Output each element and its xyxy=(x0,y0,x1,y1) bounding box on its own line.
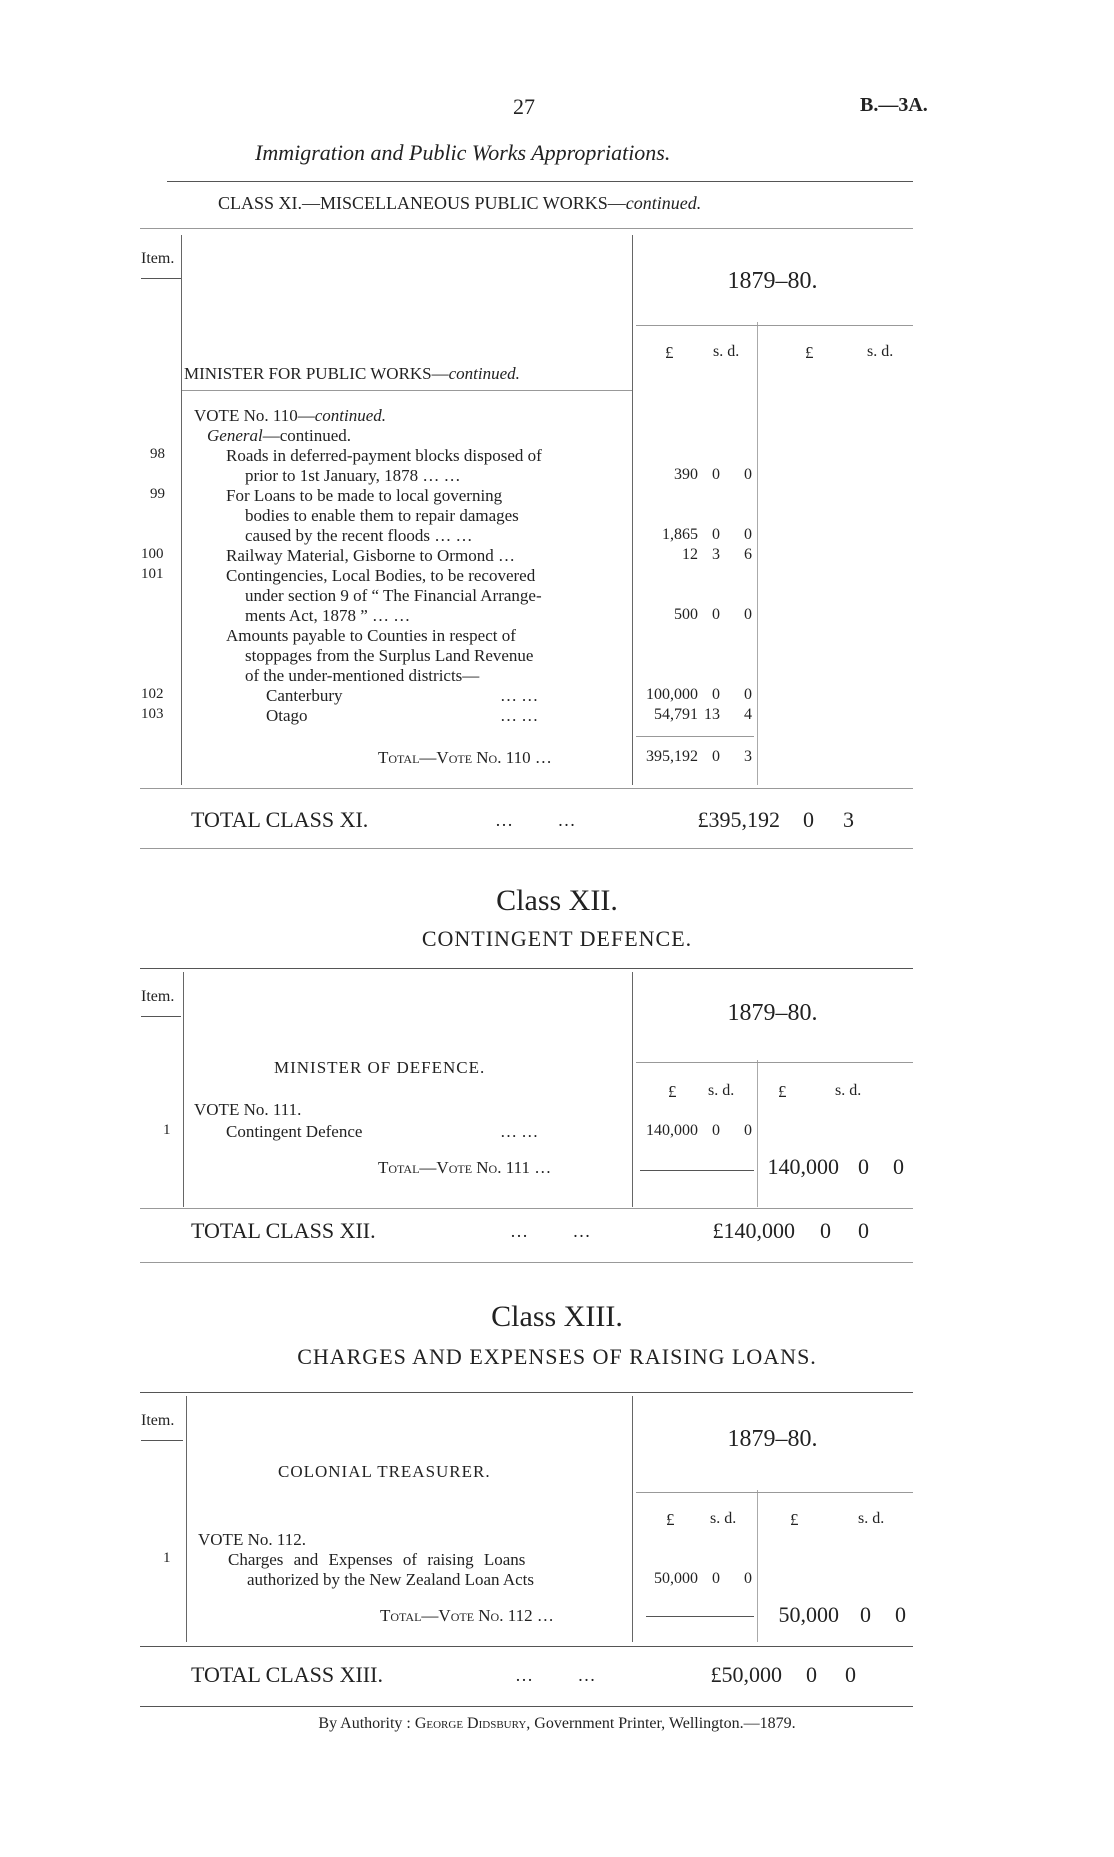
item-column-label: Item. xyxy=(141,1412,175,1429)
vote-total-label: Total—Vote No. 111 … xyxy=(378,1158,552,1177)
pounds-value: 100,000 xyxy=(646,686,698,703)
column-divider xyxy=(183,972,184,1207)
amounts-description: of the under-mentioned districts— xyxy=(245,666,480,685)
rule xyxy=(182,390,632,391)
class-total-shillings: 0 xyxy=(806,1662,817,1687)
line-description: Charges and Expenses of raising Loans xyxy=(228,1550,526,1569)
rule xyxy=(140,968,913,969)
line-description: caused by the recent floods … … xyxy=(245,526,473,545)
vote-total-label: Total—Vote No. 112 … xyxy=(380,1606,554,1625)
rule xyxy=(646,1616,754,1617)
shillings-value: 0 xyxy=(712,466,720,483)
district-name: Otago xyxy=(266,706,308,725)
sd-column-header: s. d. xyxy=(708,1082,735,1099)
vote-total-pence: 0 xyxy=(893,1154,904,1179)
item-number: 102 xyxy=(141,686,164,702)
line-description: under section 9 of “ The Financial Arrange- xyxy=(245,586,542,605)
pound-column-header: £ xyxy=(665,343,674,362)
leader-dots: … … xyxy=(510,1221,611,1241)
shillings-value: 0 xyxy=(712,686,720,703)
sd-column-header: s. d. xyxy=(835,1082,862,1099)
class13-title: Class XIII. xyxy=(491,1300,623,1333)
pounds-value: 50,000 xyxy=(654,1570,698,1587)
class11-heading: CLASS XI.—MISCELLANEOUS PUBLIC WORKS—continued. xyxy=(218,193,702,213)
sd-column-header: s. d. xyxy=(858,1510,885,1527)
pence-value: 0 xyxy=(744,526,752,543)
line-description: For Loans to be made to local governing xyxy=(226,486,503,505)
rule xyxy=(141,278,181,279)
shillings-value: 13 xyxy=(704,706,720,723)
pence-value: 4 xyxy=(744,706,752,723)
pence-value: 6 xyxy=(744,546,752,563)
shillings-value: 0 xyxy=(712,1122,720,1139)
item-number: 1 xyxy=(163,1550,171,1566)
shillings-value: 3 xyxy=(712,546,720,563)
rule xyxy=(140,228,913,229)
column-divider xyxy=(181,235,182,785)
pound-column-header: £ xyxy=(666,1510,675,1529)
item-number: 99 xyxy=(150,486,165,502)
leader-dots: … … xyxy=(515,1665,616,1685)
vote-heading: VOTE No. 110—continued. xyxy=(194,406,387,425)
rule xyxy=(140,1392,913,1393)
sd-column-header: s. d. xyxy=(713,343,740,360)
shillings-value: 0 xyxy=(712,1570,720,1587)
vote-total-shillings: 0 xyxy=(858,1154,869,1179)
pound-column-header: £ xyxy=(668,1082,677,1101)
vote-total-shillings: 0 xyxy=(860,1602,871,1627)
leader-dots: … … xyxy=(495,810,596,830)
year-header: 1879–80. xyxy=(727,1426,818,1452)
pounds-value: 12 xyxy=(682,546,698,563)
pence-value: 0 xyxy=(744,466,752,483)
rule xyxy=(140,1208,913,1209)
sd-column-header: s. d. xyxy=(867,343,894,360)
pound-column-header: £ xyxy=(805,343,814,362)
minister-heading: MINISTER FOR PUBLIC WORKS—continued. xyxy=(184,364,520,383)
pence-value: 0 xyxy=(744,686,752,703)
pound-column-header: £ xyxy=(790,1510,799,1529)
line-description: prior to 1st January, 1878 … … xyxy=(245,466,461,485)
vote-total-pounds: 395,192 xyxy=(646,748,698,765)
class-total-shillings: 0 xyxy=(820,1218,831,1243)
district-name: Canterbury xyxy=(266,686,343,705)
leader-dots: … … xyxy=(500,686,539,705)
line-description: Contingencies, Local Bodies, to be recovered xyxy=(226,566,536,585)
line-description: bodies to enable them to repair damages xyxy=(245,506,519,525)
shillings-value: 0 xyxy=(712,526,720,543)
printer-imprint: By Authority : George Didsbury, Government Printer, Wellington.—1879. xyxy=(318,1715,796,1732)
rule xyxy=(640,1170,754,1171)
column-divider xyxy=(186,1396,187,1642)
rule xyxy=(140,848,913,849)
class-total-pounds: £50,000 xyxy=(710,1662,782,1687)
shillings-value: 0 xyxy=(712,606,720,623)
class-total-pounds: £140,000 xyxy=(712,1218,795,1243)
document-reference: B.—3A. xyxy=(860,94,928,116)
class-total-label: TOTAL CLASS XI. xyxy=(191,807,369,832)
rule xyxy=(140,1706,913,1707)
item-column-label: Item. xyxy=(141,988,175,1005)
vote-total-pence: 0 xyxy=(895,1602,906,1627)
pounds-value: 500 xyxy=(674,606,698,623)
page-number: 27 xyxy=(513,94,535,119)
leader-dots: … … xyxy=(500,706,539,725)
year-header: 1879–80. xyxy=(727,1000,818,1026)
column-divider xyxy=(757,1060,758,1207)
column-divider xyxy=(757,322,758,785)
item-number: 103 xyxy=(141,706,164,722)
vote-heading: VOTE No. 111. xyxy=(194,1100,302,1119)
rule xyxy=(636,1062,913,1063)
amounts-description: stoppages from the Surplus Land Revenue xyxy=(245,646,534,665)
leader-dots: … … xyxy=(500,1122,539,1141)
vote-total-pounds: 50,000 xyxy=(778,1602,839,1627)
class-total-pence: 0 xyxy=(845,1662,856,1687)
rule xyxy=(636,1492,913,1493)
pence-value: 0 xyxy=(744,606,752,623)
pounds-value: 1,865 xyxy=(662,526,698,543)
pounds-value: 140,000 xyxy=(646,1122,698,1139)
vote-total-shillings: 0 xyxy=(712,748,720,765)
rule xyxy=(140,1262,913,1263)
rule xyxy=(140,1646,913,1647)
rule xyxy=(140,788,913,789)
line-description: authorized by the New Zealand Loan Acts xyxy=(247,1570,535,1589)
item-number: 1 xyxy=(163,1122,171,1138)
class-total-label: TOTAL CLASS XIII. xyxy=(191,1662,383,1687)
vote-total-pence: 3 xyxy=(744,748,752,765)
line-description: Contingent Defence xyxy=(226,1122,363,1141)
vote-total-pounds: 140,000 xyxy=(767,1154,839,1179)
line-description: ments Act, 1878 ” … … xyxy=(245,606,411,625)
class12-subtitle: CONTINGENT DEFENCE. xyxy=(421,926,693,951)
rule xyxy=(636,736,754,737)
pence-value: 0 xyxy=(744,1570,752,1587)
minister-heading: MINISTER OF DEFENCE. xyxy=(274,1058,486,1077)
vote-heading: VOTE No. 112. xyxy=(198,1530,306,1549)
item-number: 100 xyxy=(141,546,164,562)
class-total-shillings: 0 xyxy=(803,807,814,832)
class-total-pence: 0 xyxy=(858,1218,869,1243)
sd-column-header: s. d. xyxy=(710,1510,737,1527)
rule xyxy=(167,181,913,182)
minister-heading: COLONIAL TREASURER. xyxy=(278,1462,491,1481)
class12-title: Class XII. xyxy=(496,884,618,917)
class13-subtitle: CHARGES AND EXPENSES OF RAISING LOANS. xyxy=(297,1344,817,1369)
vote-total-label: Total—Vote No. 110 … xyxy=(378,748,552,767)
item-number: 98 xyxy=(150,446,165,462)
class-total-label: TOTAL CLASS XII. xyxy=(191,1218,376,1243)
general-subheading: General—continued. xyxy=(207,426,352,445)
line-description: Railway Material, Gisborne to Ormond … xyxy=(226,546,515,565)
line-description: Roads in deferred-payment blocks disposed of xyxy=(226,446,542,465)
rule xyxy=(636,325,913,326)
pounds-value: 54,791 xyxy=(654,706,698,723)
pence-value: 0 xyxy=(744,1122,752,1139)
item-column-label: Item. xyxy=(141,250,175,267)
rule xyxy=(141,1016,181,1017)
amounts-description: Amounts payable to Counties in respect of xyxy=(226,626,516,645)
year-header: 1879–80. xyxy=(727,268,818,294)
page-title: Immigration and Public Works Appropriations. xyxy=(255,140,671,165)
class-total-pence: 3 xyxy=(843,807,854,832)
item-number: 101 xyxy=(141,566,164,582)
pounds-value: 390 xyxy=(674,466,698,483)
rule xyxy=(141,1440,183,1441)
class-total-pounds: £395,192 xyxy=(697,807,780,832)
pound-column-header: £ xyxy=(778,1082,787,1101)
